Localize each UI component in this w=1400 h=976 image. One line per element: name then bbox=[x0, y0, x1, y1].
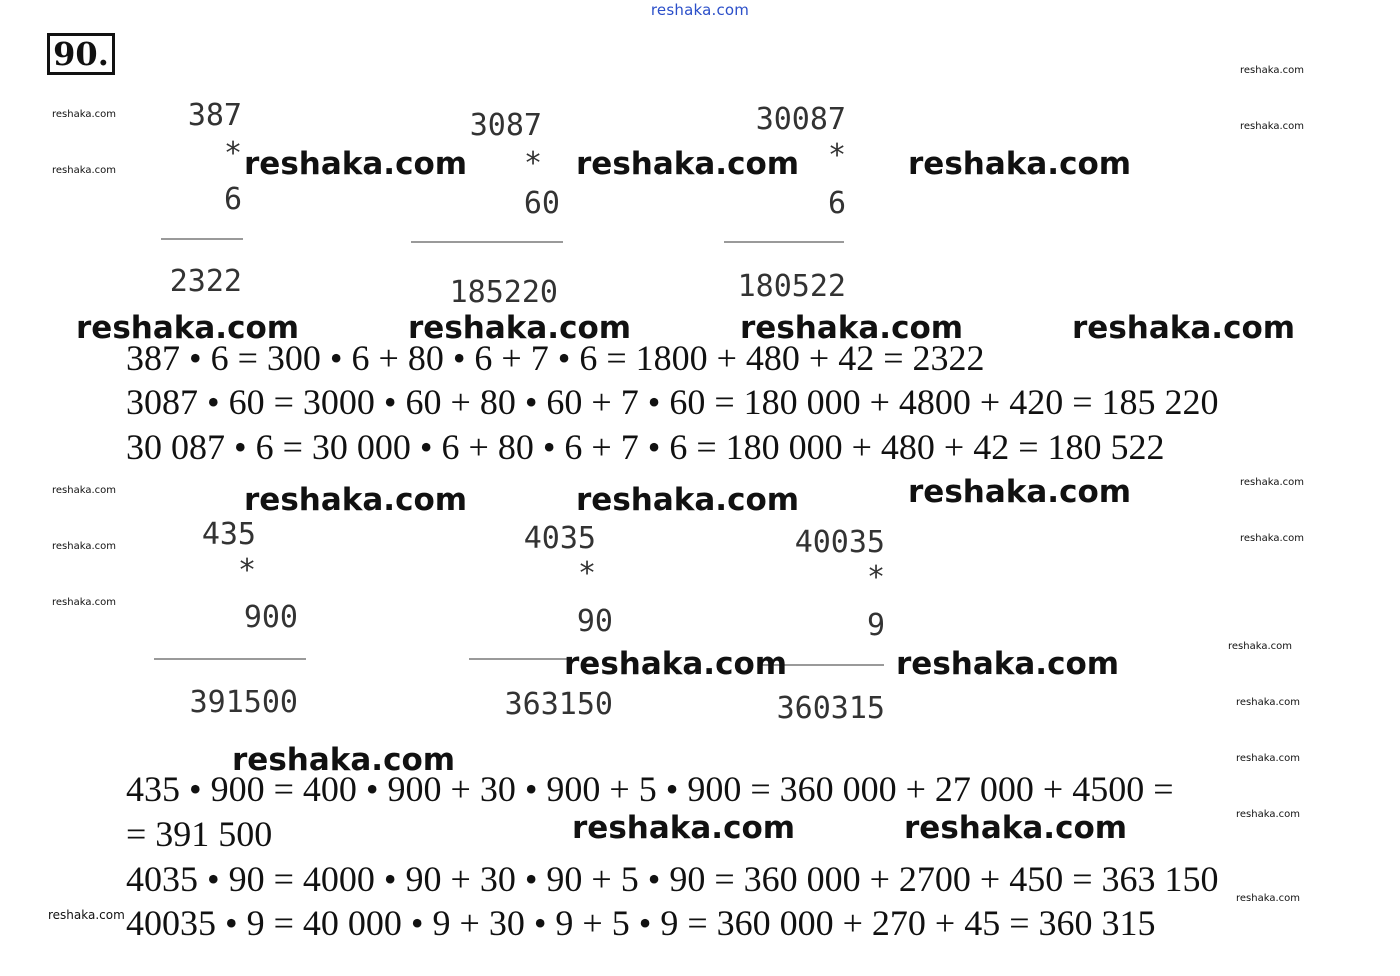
multiplicand: 4035 bbox=[523, 521, 596, 556]
watermark: reshaka.com bbox=[52, 109, 116, 120]
multiplier: 90 bbox=[576, 604, 613, 639]
multiply-sign: * bbox=[827, 138, 846, 173]
watermark: reshaka.com bbox=[1240, 121, 1304, 132]
watermark: reshaka.com bbox=[52, 597, 116, 608]
column-rule bbox=[724, 241, 844, 243]
product: 391500 bbox=[189, 685, 298, 720]
watermark: reshaka.com bbox=[908, 474, 1132, 510]
watermark: reshaka.com bbox=[1236, 753, 1300, 764]
column-rule bbox=[154, 658, 306, 660]
watermark: reshaka.com bbox=[76, 310, 300, 346]
multiplicand: 387 bbox=[187, 98, 242, 133]
equation-line: 40035 • 9 = 40 000 • 9 + 30 • 9 + 5 • 9 = 360 000 + 270 + 45 = 360 315 bbox=[126, 903, 1156, 943]
equation-line: 387 • 6 = 300 • 6 + 80 • 6 + 7 • 6 = 1800 + 480 + 42 = 2322 bbox=[126, 338, 985, 378]
watermark: reshaka.com bbox=[1240, 533, 1304, 544]
product: 185220 bbox=[449, 275, 558, 310]
exercise-number: 90. bbox=[47, 33, 115, 75]
equation-line: 30 087 • 6 = 30 000 • 6 + 80 • 6 + 7 • 6 = 180 000 + 480 + 42 = 180 522 bbox=[126, 427, 1165, 467]
watermark: reshaka.com bbox=[232, 742, 456, 778]
watermark: reshaka.com bbox=[904, 810, 1128, 846]
multiplicand: 30087 bbox=[755, 102, 846, 137]
multiplicand: 3087 bbox=[469, 108, 542, 143]
product: 363150 bbox=[504, 687, 613, 722]
column-rule bbox=[411, 241, 563, 243]
watermark: reshaka.com bbox=[572, 810, 796, 846]
multiply-sign: * bbox=[577, 556, 596, 591]
multiplier: 6 bbox=[827, 186, 846, 221]
multiplicand: 435 bbox=[201, 517, 256, 552]
watermark: reshaka.com bbox=[1228, 641, 1292, 652]
site-link[interactable]: reshaka.com bbox=[650, 1, 750, 19]
equation-line: 4035 • 90 = 4000 • 90 + 30 • 90 + 5 • 90 = 360 000 + 2700 + 450 = 363 150 bbox=[126, 859, 1219, 899]
watermark: reshaka.com bbox=[52, 485, 116, 496]
multiplier: 900 bbox=[243, 600, 298, 635]
product: 2322 bbox=[169, 264, 242, 299]
product: 180522 bbox=[737, 269, 846, 304]
watermark: reshaka.com bbox=[244, 482, 468, 518]
watermark: reshaka.com bbox=[244, 146, 468, 182]
watermark: reshaka.com bbox=[576, 146, 800, 182]
watermark: reshaka.com bbox=[908, 146, 1132, 182]
watermark: reshaka.com bbox=[1072, 310, 1296, 346]
watermark: reshaka.com bbox=[564, 646, 788, 682]
column-rule bbox=[161, 238, 243, 240]
equation-line: 435 • 900 = 400 • 900 + 30 • 900 + 5 • 900 = 360 000 + 27 000 + 4500 = bbox=[126, 769, 1174, 809]
watermark: reshaka.com bbox=[576, 482, 800, 518]
product: 360315 bbox=[776, 691, 885, 726]
equation-line: = 391 500 bbox=[126, 814, 273, 854]
watermark: reshaka.com bbox=[740, 310, 964, 346]
multiply-sign: * bbox=[866, 560, 885, 595]
multiply-sign: * bbox=[523, 146, 542, 181]
multiplier: 9 bbox=[866, 608, 885, 643]
watermark: reshaka.com bbox=[52, 541, 116, 552]
multiplier: 6 bbox=[223, 182, 242, 217]
watermark: reshaka.com bbox=[52, 165, 116, 176]
column-rule bbox=[469, 658, 571, 660]
multiplicand: 40035 bbox=[794, 525, 885, 560]
equation-line: 3087 • 60 = 3000 • 60 + 80 • 60 + 7 • 60 = 180 000 + 4800 + 420 = 185 220 bbox=[126, 382, 1219, 422]
multiply-sign: * bbox=[237, 553, 256, 588]
watermark: reshaka.com bbox=[1236, 893, 1300, 904]
multiply-sign: * bbox=[223, 136, 242, 171]
watermark: reshaka.com bbox=[1236, 809, 1300, 820]
watermark: reshaka.com bbox=[896, 646, 1120, 682]
watermark: reshaka.com bbox=[1236, 697, 1300, 708]
watermark: reshaka.com bbox=[1240, 65, 1304, 76]
watermark: reshaka.com bbox=[48, 908, 125, 922]
multiplier: 60 bbox=[523, 186, 560, 221]
watermark: reshaka.com bbox=[408, 310, 632, 346]
watermark: reshaka.com bbox=[1240, 477, 1304, 488]
